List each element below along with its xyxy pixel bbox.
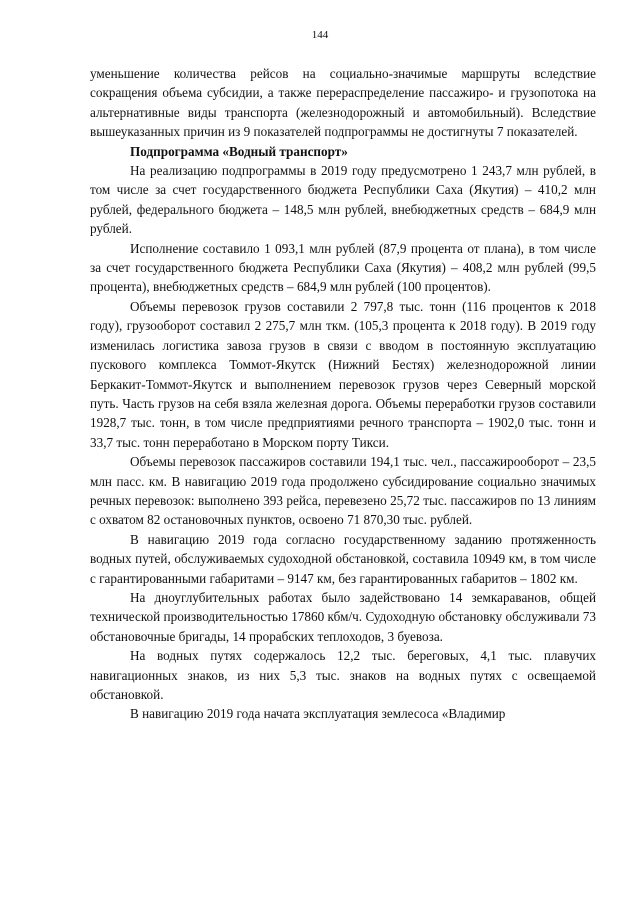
paragraph-continued: уменьшение количества рейсов на социально-значимые маршруты вследствие сокращения объема субсидии, а также перераспределение пассажиро- и грузопотока на альтернативные виды транспорта (железнодорожный и автомобильный). Вследствие вышеуказанных причин из 9 показателей подпрограммы не достигнуты 7 показателей. <box>90 66 596 140</box>
paragraph-cargo-volumes: Объемы перевозок грузов составили 2 797,8 тыс. тонн (116 процентов к 2018 году), грузооборот составил 2 275,7 млн ткм. (105,3 процента к 2018 году). В 2019 году изменилась логистика завоза грузов в связи с вводом в постоянную эксплуатацию пускового комплекса Томмот-Якутск (Нижний Бестях) железнодорожной линии Беркакит-Томмот-Якутск и выполнением перевозок грузов через Северный морской путь. Часть грузов на себя взяла железная дорога. Объемы переработки грузов составили 1928,7 тыс. тонн, в том числе предприятиями речного транспорта – 1902,0 тыс. тонн и 33,7 тыс. тонн переработано в Морском порту Тикси. <box>90 298 596 450</box>
paragraph-dredging: На дноуглубительных работах было задействовано 14 земкараванов, общей технической производительностью 17860 кбм/ч. Судоходную обстановку обслуживали 73 обстановочные бригады, 14 прорабских теплоходов, 3 буевоза. <box>90 589 596 644</box>
paragraph-funding-plan: На реализацию подпрограммы в 2019 году предусмотрено 1 243,7 млн рублей, в том числе за счет государственного бюджета Республики Саха (Якутия) – 410,2 млн рублей, федерального бюджета – 148,5 млн рублей, внебюджетных средств – 684,9 млн рублей. <box>90 163 596 237</box>
section-heading: Подпрограмма «Водный транспорт» <box>130 143 348 159</box>
paragraph-funding-execution: Исполнение составило 1 093,1 млн рублей (87,9 процента от плана), в том числе за счет государственного бюджета Республики Саха (Якутия) – 408,2 млн рублей (99,5 процента), внебюджетных средств – 684,9 млн рублей (100 процентов). <box>90 240 596 295</box>
page-number: 144 <box>311 29 329 41</box>
paragraph-passenger-volumes: Объемы перевозок пассажиров составили 194,1 тыс. чел., пассажирооборот – 23,5 млн пасс. км. В навигацию 2019 года продолжено субсидирование социально значимых речных перевозок: выполнено 393 рейса, перевезено 25,72 тыс. пассажиров по 13 линиям с охватом 82 остановочных пунктов, освоено 71 870,30 тыс. рублей. <box>90 454 596 528</box>
paragraph-dredger: В навигацию 2019 года начата эксплуатация землесоса «Владимир <box>130 706 506 722</box>
paragraph-navigation-signs: На водных путях содержалось 12,2 тыс. береговых, 4,1 тыс. плавучих навигационных знаков, из них 5,3 тыс. знаков на водных путях с освещаемой обстановкой. <box>90 648 596 702</box>
paragraph-waterways: В навигацию 2019 года согласно государственному заданию протяженность водных путей, обслуживаемых судоходной обстановкой, составила 10949 км, в том числе с гарантированными габаритами – 9147 км, без гарантированных габаритов – 1802 км. <box>90 531 596 586</box>
document-body <box>90 64 596 724</box>
